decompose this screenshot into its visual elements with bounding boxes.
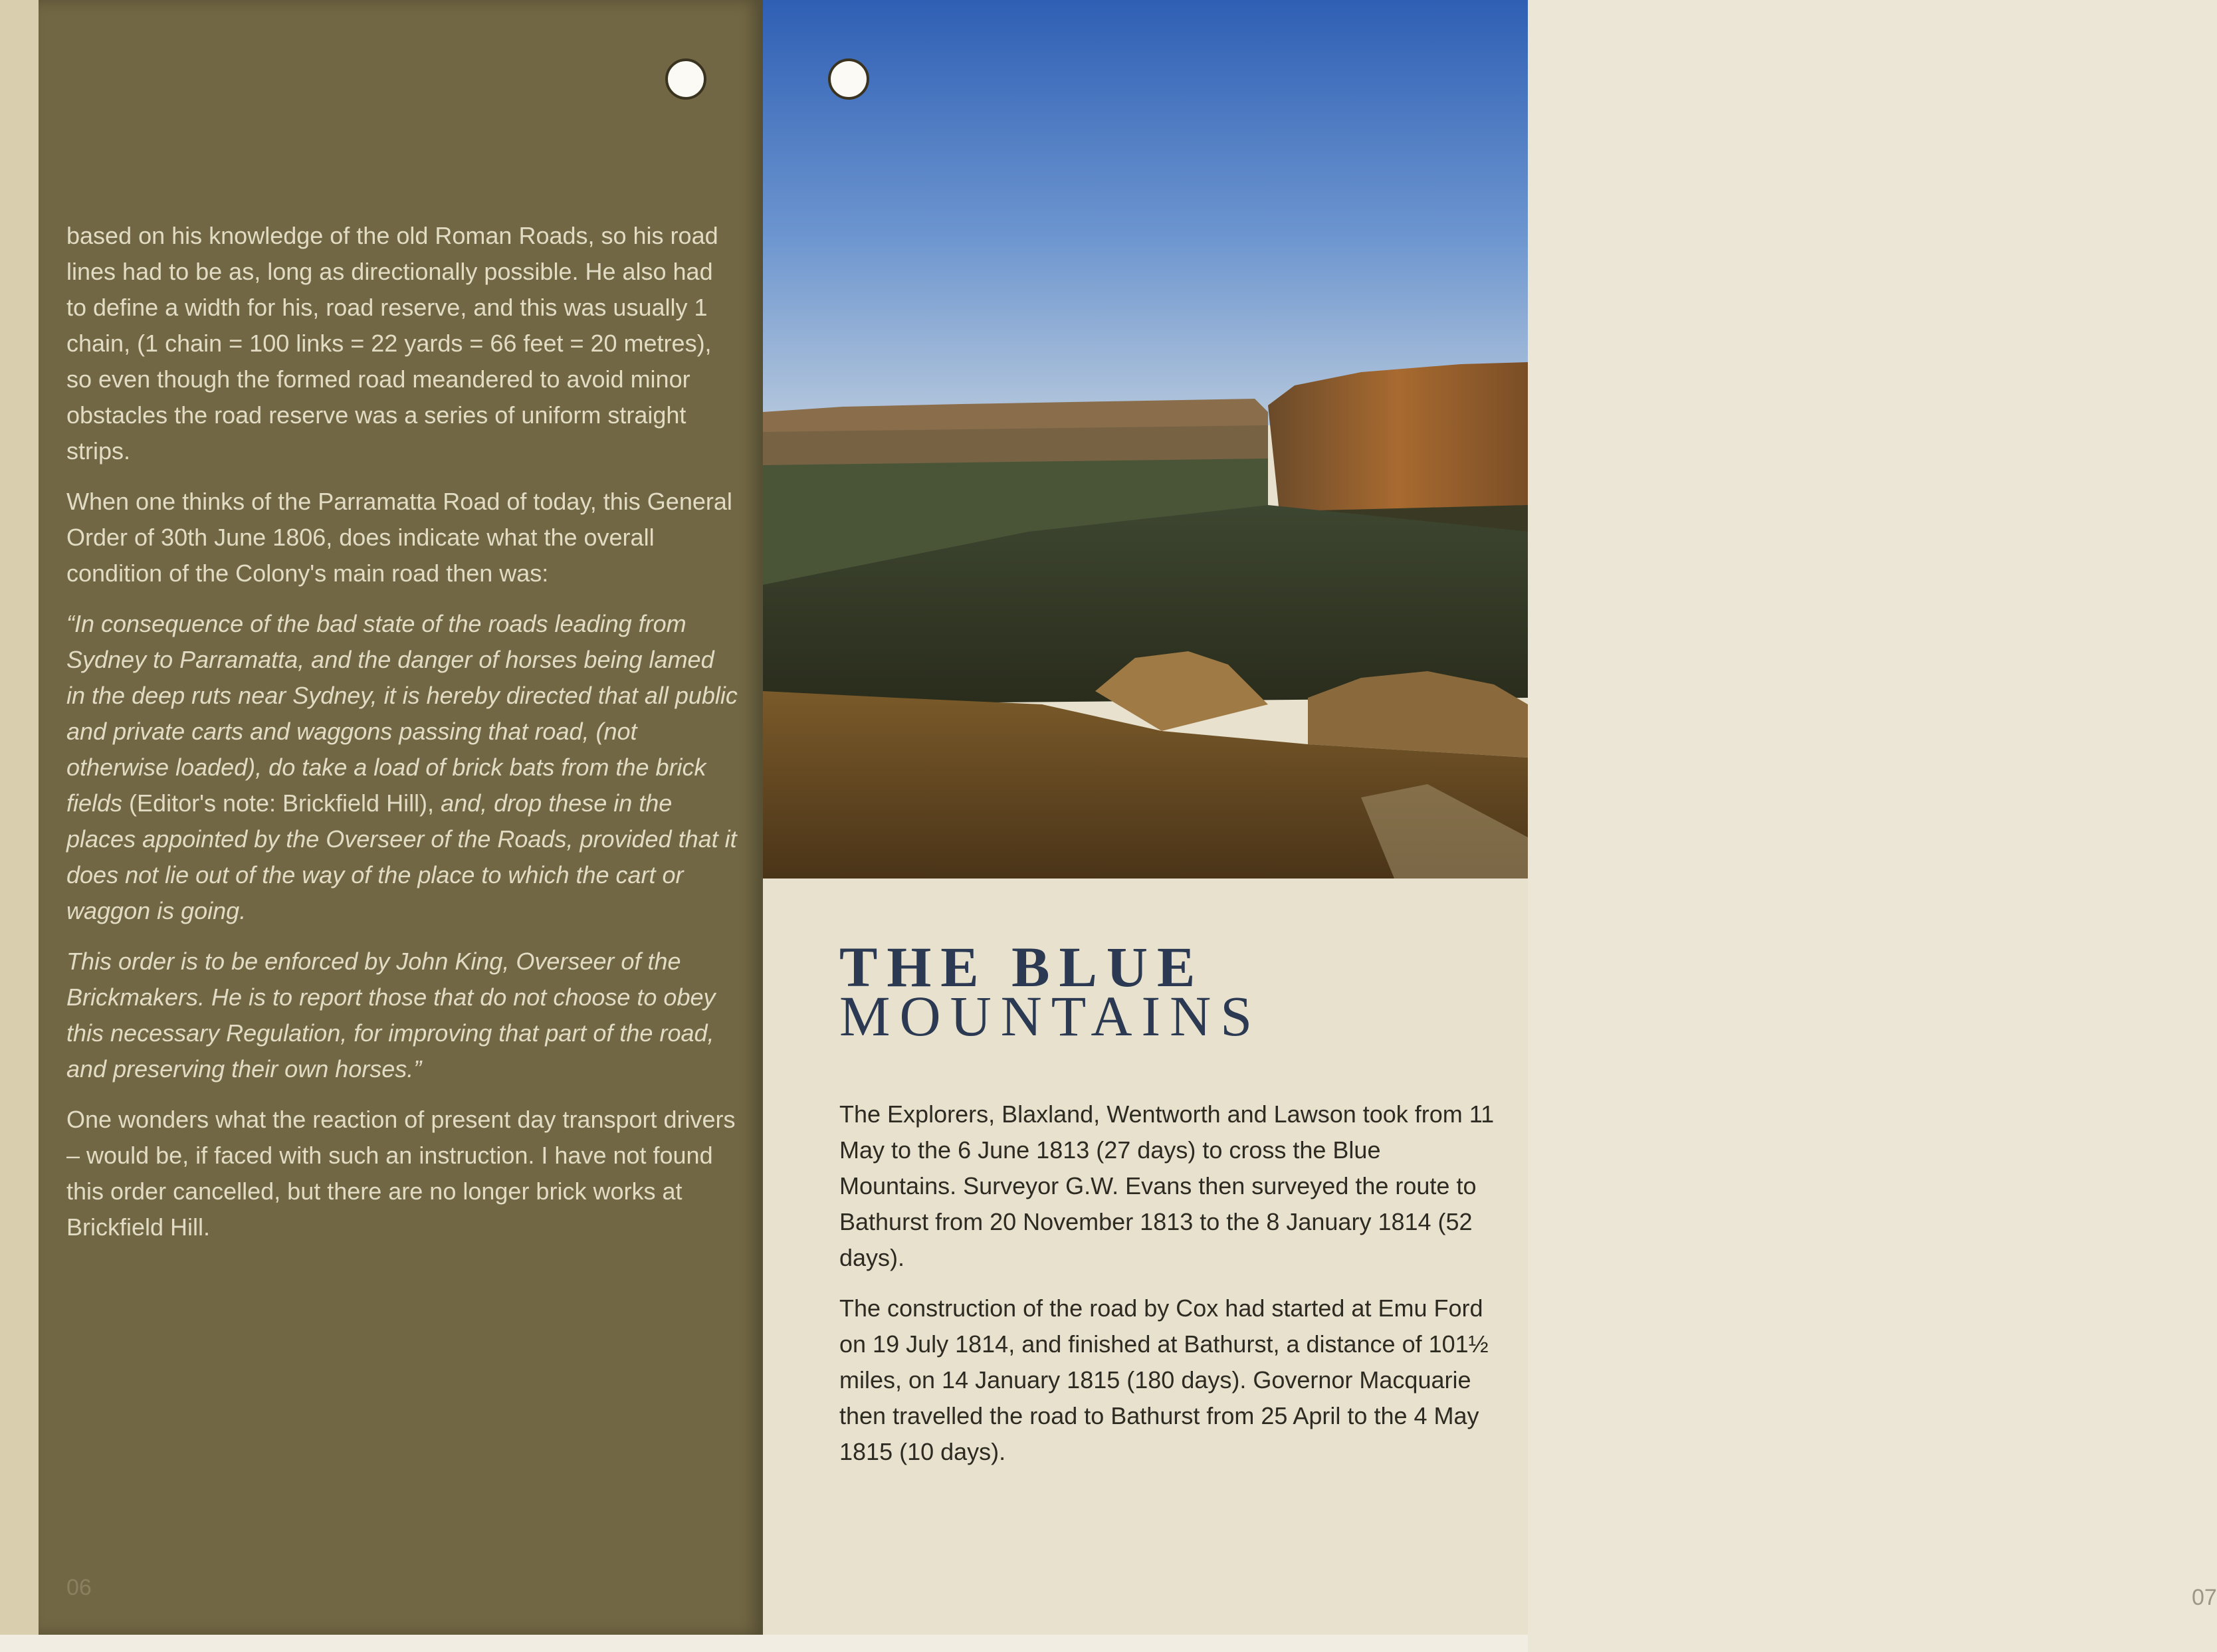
paragraph-explorers: The Explorers, Blaxland, Wentworth and Lawson took from 11 May to the 6 June 1813 (27 days) to cross the Blue Mountains. Surveyor G.W. Evans then surveyed the route to Bathurst from 20 November 1813 to the 8 January 1814 (52 days). — [839, 1100, 1495, 1271]
page-edge-strip — [0, 0, 39, 1652]
right-page — [763, 0, 2217, 1641]
section-title — [839, 935, 1262, 1048]
paragraph-closing: One wonders what the reaction of present day transport drivers – would be, if faced with such an instruction. I have not found this order cancelled, but there are no longer brick works at Brickfield Hill. — [66, 1106, 736, 1241]
quote-enforcement: This order is to be enforced by John King, Overseer of the Brickmakers. He is to report those that do not choose to obey this necessary Regulation, for improving that part of the road, and preserving their own horses.” — [66, 948, 716, 1083]
page-number-right: 07 — [2192, 1585, 2217, 1610]
page-bottom-edge — [0, 1635, 1528, 1652]
paragraph-roman-roads: based on his knowledge of the old Roman Roads, so his road lines had to be as, long as directionally possible. He also had to define a width for his, road reserve, and this was usually 1 chain, (1 chain = 100 links = 22 yards = 66 feet = 20 metres), so even though the formed road meandered to avoid minor obstacles the road reserve was a series of uniform straight strips. — [66, 222, 718, 465]
paragraph-road-construction: The construction of the road by Cox had started at Emu Ford on 19 July 1814, and finished at Bathurst, a distance of 101½ miles, on 14 January 1815 (180 days). Governor Macquarie then travelled the road to Bathurst from 25 April to the 4 May 1815 (10 days). — [839, 1294, 1489, 1465]
editors-note: (Editor's note: Brickfield Hill), — [122, 789, 435, 817]
binding-hole — [665, 58, 706, 100]
landscape-image — [763, 0, 1528, 878]
right-body-text — [839, 1096, 1504, 1485]
page-number-left: 06 — [66, 1575, 92, 1600]
blue-mountains-photo — [763, 0, 1528, 878]
quote-text-part1: “In consequence of the bad state of the roads leading from Sydney to Parramatta, and the danger of horses being lamed in the deep ruts near Sydney, it is hereby directed that all public and private carts and waggons passing that road, (not otherwise loaded), do take a load of brick bats from the brick fields — [66, 610, 738, 817]
quote-general-order — [66, 606, 738, 929]
binding-hole — [828, 58, 869, 100]
title-line-1: THE BLUE — [839, 935, 1205, 999]
quote-text-part2: and, drop these in the places appointed by the Overseer of the Roads, provided that it does not lie out of the way of the place to which the cart or waggon is going. — [66, 789, 737, 924]
paragraph-general-order: When one thinks of the Parramatta Road of today, this General Order of 30th June 1806, does indicate what the overall condition of the Colony's main road then was: — [66, 488, 732, 587]
left-page — [39, 0, 763, 1635]
left-body-text — [66, 218, 738, 1260]
title-line-2: MOUNTAINS — [839, 984, 1262, 1048]
